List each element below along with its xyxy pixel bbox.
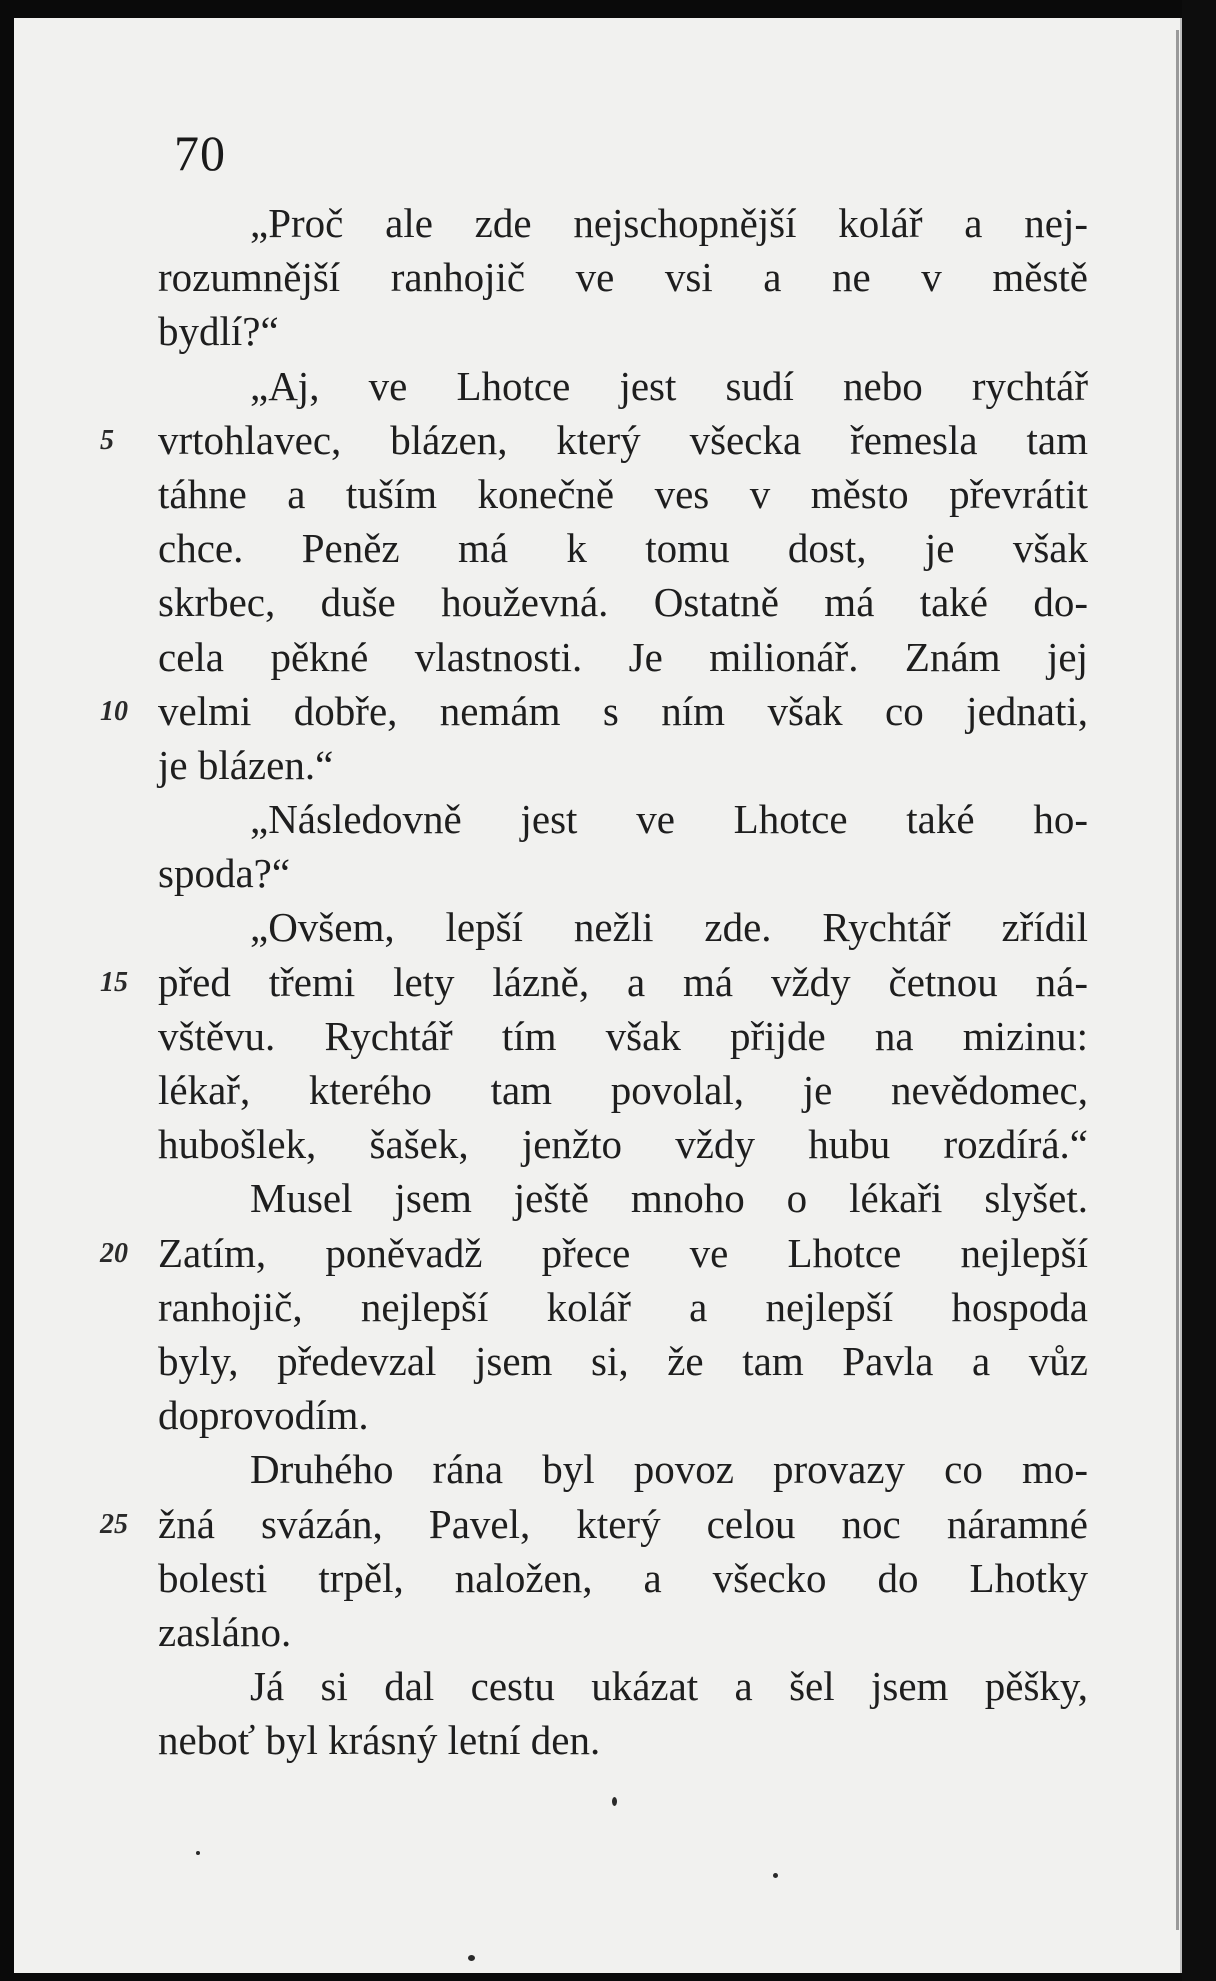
text-line: bolesti trpěl, naložen, a všecko do Lhotky [158, 1554, 1088, 1601]
ink-speck [612, 1797, 617, 1806]
text-line: bydlí?“ [158, 308, 279, 355]
text-line: Zatím, poněvadž přece ve Lhotce nejlepší [158, 1229, 1088, 1276]
text-line: „Proč ale zde nejschopnější kolář a nej- [250, 200, 1088, 246]
ink-speck [468, 1955, 475, 1961]
text-line: hubošlek, šašek, jenžto vždy hubu rozdírá.“ [158, 1121, 1088, 1168]
scan-border [1182, 0, 1216, 1981]
text-line: chce. Peněz má k tomu dost, je však [158, 525, 1088, 572]
text-line: Druhého rána byl povoz provazy co mo- [250, 1446, 1088, 1493]
text-line: cela pěkné vlastnosti. Je milionář. Znám jej [158, 633, 1088, 680]
margin-line-number: 20 [100, 1237, 128, 1269]
margin-line-number: 5 [100, 424, 114, 456]
page-number: 70 [174, 125, 226, 181]
text-line: byly, předevzal jsem si, že tam Pavla a vůz [158, 1337, 1088, 1384]
text-line: velmi dobře, nemám s ním však co jednati, [158, 687, 1088, 734]
page-edge-shadow [1176, 30, 1179, 1930]
ink-speck [773, 1873, 778, 1878]
text-line: vrtohlavec, blázen, který všecka řemesla tam [158, 416, 1088, 463]
body-text [158, 196, 1088, 1767]
text-line: ranhojič, nejlepší kolář a nejlepší hospoda [158, 1283, 1088, 1330]
text-line: doprovodím. [158, 1392, 369, 1439]
text-line: zasláno. [158, 1608, 292, 1655]
text-line: spoda?“ [158, 850, 291, 897]
margin-line-number: 15 [100, 966, 128, 998]
text-line: rozumnější ranhojič ve vsi a ne v městě [158, 254, 1088, 301]
text-line: neboť byl krásný letní den. [158, 1717, 601, 1764]
text-line: „Aj, ve Lhotce jest sudí nebo rychtář [250, 362, 1088, 409]
text-line: „Následovně jest ve Lhotce také ho- [250, 796, 1088, 843]
margin-line-number: 25 [100, 1508, 128, 1540]
text-line: táhne a tuším konečně ves v město převrátit [158, 470, 1088, 517]
text-line: lékař, kterého tam povolal, je nevědomec, [158, 1067, 1088, 1113]
margin-line-number: 10 [100, 695, 128, 727]
text-line: Musel jsem ještě mnoho o lékaři slyšet. [250, 1175, 1088, 1222]
text-line: vštěvu. Rychtář tím však přijde na mizinu: [158, 1012, 1088, 1059]
ink-speck [196, 1851, 200, 1855]
text-line: Já si dal cestu ukázat a šel jsem pěšky, [250, 1663, 1088, 1710]
text-line: je blázen.“ [158, 741, 334, 788]
text-line: žná svázán, Pavel, který celou noc náramné [158, 1500, 1088, 1547]
text-line: skrbec, duše houževná. Ostatně má také do- [158, 579, 1088, 626]
text-line: před třemi lety lázně, a má vždy četnou ná- [158, 958, 1088, 1005]
text-line: „Ovšem, lepší nežli zde. Rychtář zřídil [250, 904, 1088, 951]
